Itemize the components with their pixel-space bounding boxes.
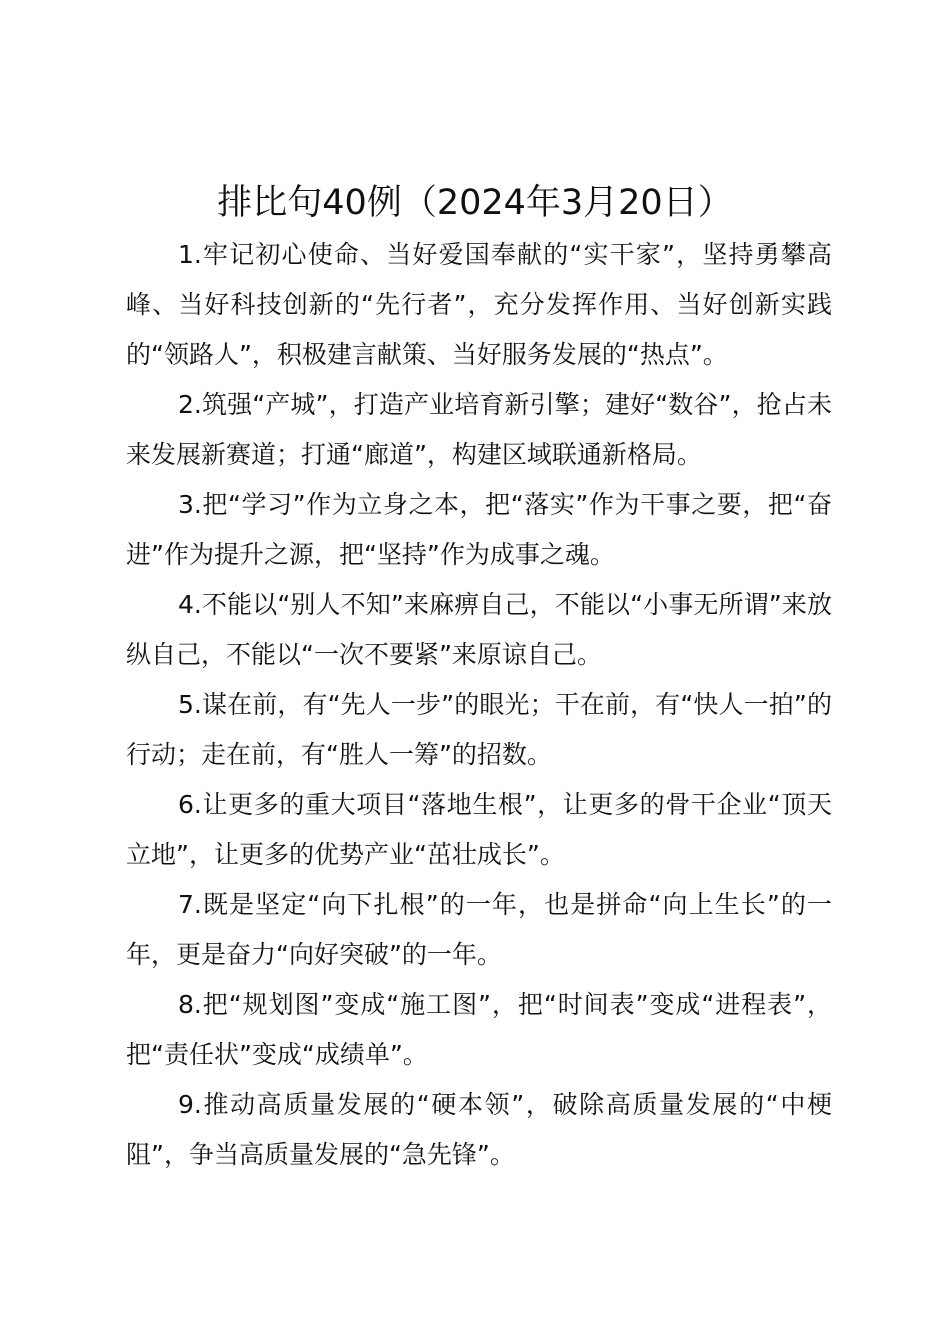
paragraph-5: 5.谋在前，有“先人一步”的眼光；干在前，有“快人一拍”的行动；走在前，有“胜人一筹”的招数。	[126, 690, 832, 769]
paragraph-9: 9.推动高质量发展的“硬本领”，破除高质量发展的“中梗阻”，争当高质量发展的“急先锋”。	[126, 1090, 832, 1169]
paragraph-3: 3.把“学习”作为立身之本，把“落实”作为干事之要，把“奋进”作为提升之源，把“坚持”作为成事之魂。	[126, 490, 832, 569]
document-body	[126, 230, 832, 1180]
paragraph-4: 4.不能以“别人不知”来麻痹自己，不能以“小事无所谓”来放纵自己，不能以“一次不要紧”来原谅自己。	[126, 590, 832, 669]
paragraph-8: 8.把“规划图”变成“施工图”，把“时间表”变成“进程表”，把“责任状”变成“成绩单”。	[126, 990, 832, 1069]
paragraph-6: 6.让更多的重大项目“落地生根”，让更多的骨干企业“顶天立地”，让更多的优势产业“茁壮成长”。	[126, 790, 832, 869]
paragraph-1: 1.牢记初心使命、当好爱国奉献的“实干家”，坚持勇攀高峰、当好科技创新的“先行者”，充分发挥作用、当好创新实践的“领路人”，积极建言献策、当好服务发展的“热点”。	[126, 240, 832, 369]
paragraph-2: 2.筑强“产城”，打造产业培育新引擎；建好“数谷”，抢占未来发展新赛道；打通“廊道”，构建区域联通新格局。	[126, 390, 832, 469]
document-title: 排比句40例（2024年3月20日）	[217, 183, 733, 223]
paragraph-7: 7.既是坚定“向下扎根”的一年，也是拼命“向上生长”的一年，更是奋力“向好突破”的一年。	[126, 890, 832, 969]
